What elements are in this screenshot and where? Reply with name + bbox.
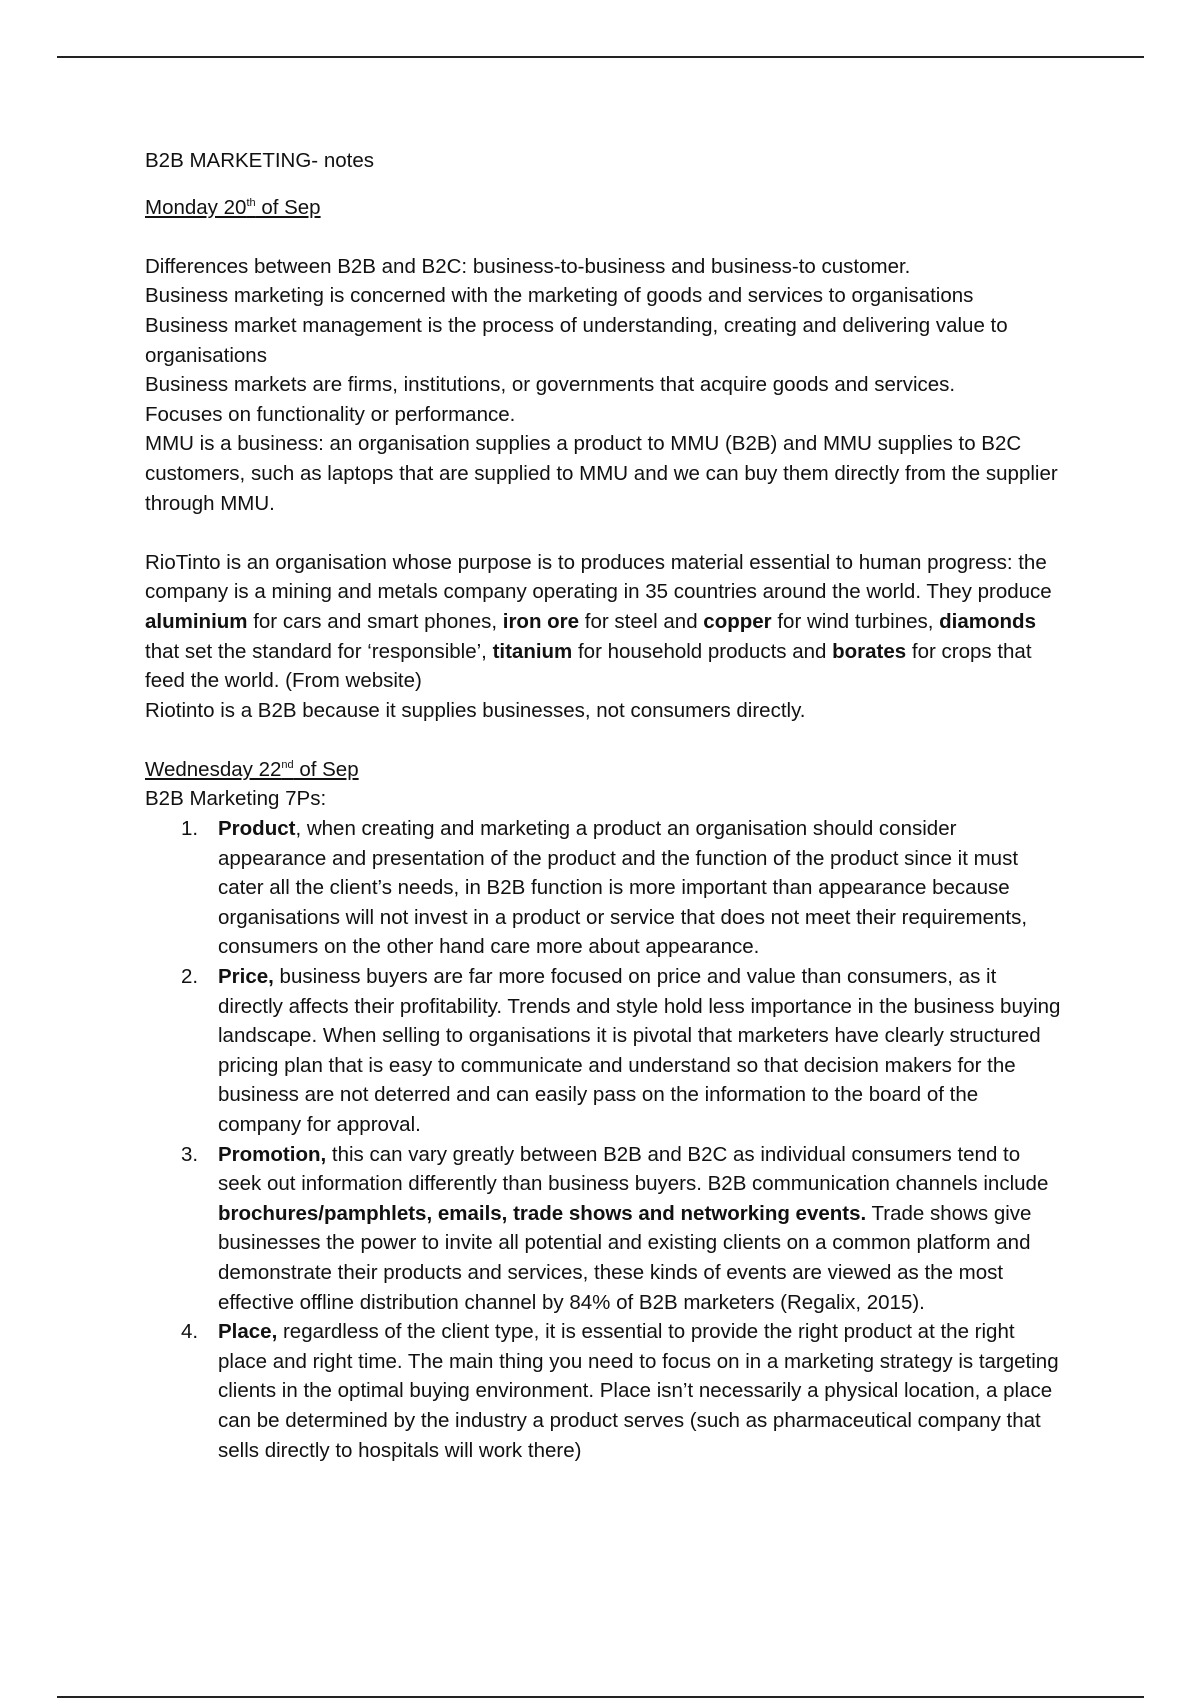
- section-heading-wednesday: Wednesday 22nd of Sep: [145, 757, 359, 781]
- note-line: Business markets are firms, institutions, or governments that acquire goods and services.: [145, 373, 956, 397]
- list-number: 2.: [181, 965, 199, 989]
- document-title: B2B MARKETING- notes: [145, 149, 374, 172]
- note-line: Business marketing is concerned with the marketing of goods and services to organisations: [145, 284, 974, 308]
- riotinto-paragraph: RioTinto is an organisation whose purpose is to produces material essential to human progress: the company is a mining and metals company operating in 35 countries around the world. They produce aluminium for cars and smart phones, iron ore for steel and copper for wind turbines, diamonds that set the standard for ‘responsible’, titanium for household products and borates for crops that feed the world. (From website): [145, 550, 1052, 693]
- note-line: Differences between B2B and B2C: business-to-business and business-to customer.: [145, 254, 911, 278]
- note-line: Business market management is the process of understanding, creating and delivering value to organisations: [145, 313, 1008, 367]
- list-item: 3. Promotion, this can vary greatly between B2B and B2C as individual consumers tend to seek out information differently than business buyers. B2B communication channels include brochures/pamphlets, emails, trade shows and networking events. Trade shows give businesses the power to invite all potential and existing clients on a common platform and demonstrate their products and services, these kinds of events are viewed as the most effective offline distribution channel by 84% of B2B marketers (Regalix, 2015).: [145, 1140, 1065, 1318]
- marketing-7ps-list: [145, 814, 1065, 1465]
- note-line: Focuses on functionality or performance.: [145, 402, 516, 426]
- list-item: 2. Price, business buyers are far more focused on price and value than consumers, as it directly affects their profitability. Trends and style hold less importance in the business buying landscape. When selling to organisations it is pivotal that marketers have clearly structured pricing plan that is easy to communicate and understand so that decision makers for the business are not deterred and can easily pass on the information to the board of the company for approval.: [145, 962, 1065, 1140]
- document-page: [145, 146, 1065, 1465]
- list-item: 1. Product, when creating and marketing a product an organisation should consider appearance and presentation of the product and the function of the product since it must cater all the client’s needs, in B2B function is more important than appearance because organisations will not invest in a product or service that does not meet their requirements, consumers on the other hand care more about appearance.: [145, 814, 1065, 962]
- header-rule: [57, 56, 1144, 58]
- list-number: 1.: [181, 817, 199, 841]
- section-heading-monday: Monday 20th of Sep: [145, 195, 321, 219]
- list-number: 3.: [181, 1142, 199, 1166]
- riotinto-summary: Riotinto is a B2B because it supplies businesses, not consumers directly.: [145, 698, 806, 722]
- list-intro: B2B Marketing 7Ps:: [145, 787, 327, 811]
- note-line: MMU is a business: an organisation supplies a product to MMU (B2B) and MMU supplies to B2C customers, such as laptops that are supplied to MMU and we can buy them directly from the supplier through MMU.: [145, 432, 1058, 515]
- list-item: 4. Place, regardless of the client type, it is essential to provide the right product at the right place and right time. The main thing you need to focus on in a marketing strategy is targeting clients in the optimal buying environment. Place isn’t necessarily a physical location, a place can be determined by the industry a product serves (such as pharmaceutical company that sells directly to hospitals will work there): [145, 1317, 1065, 1465]
- footer-rule: [57, 1696, 1144, 1698]
- list-number: 4.: [181, 1320, 199, 1344]
